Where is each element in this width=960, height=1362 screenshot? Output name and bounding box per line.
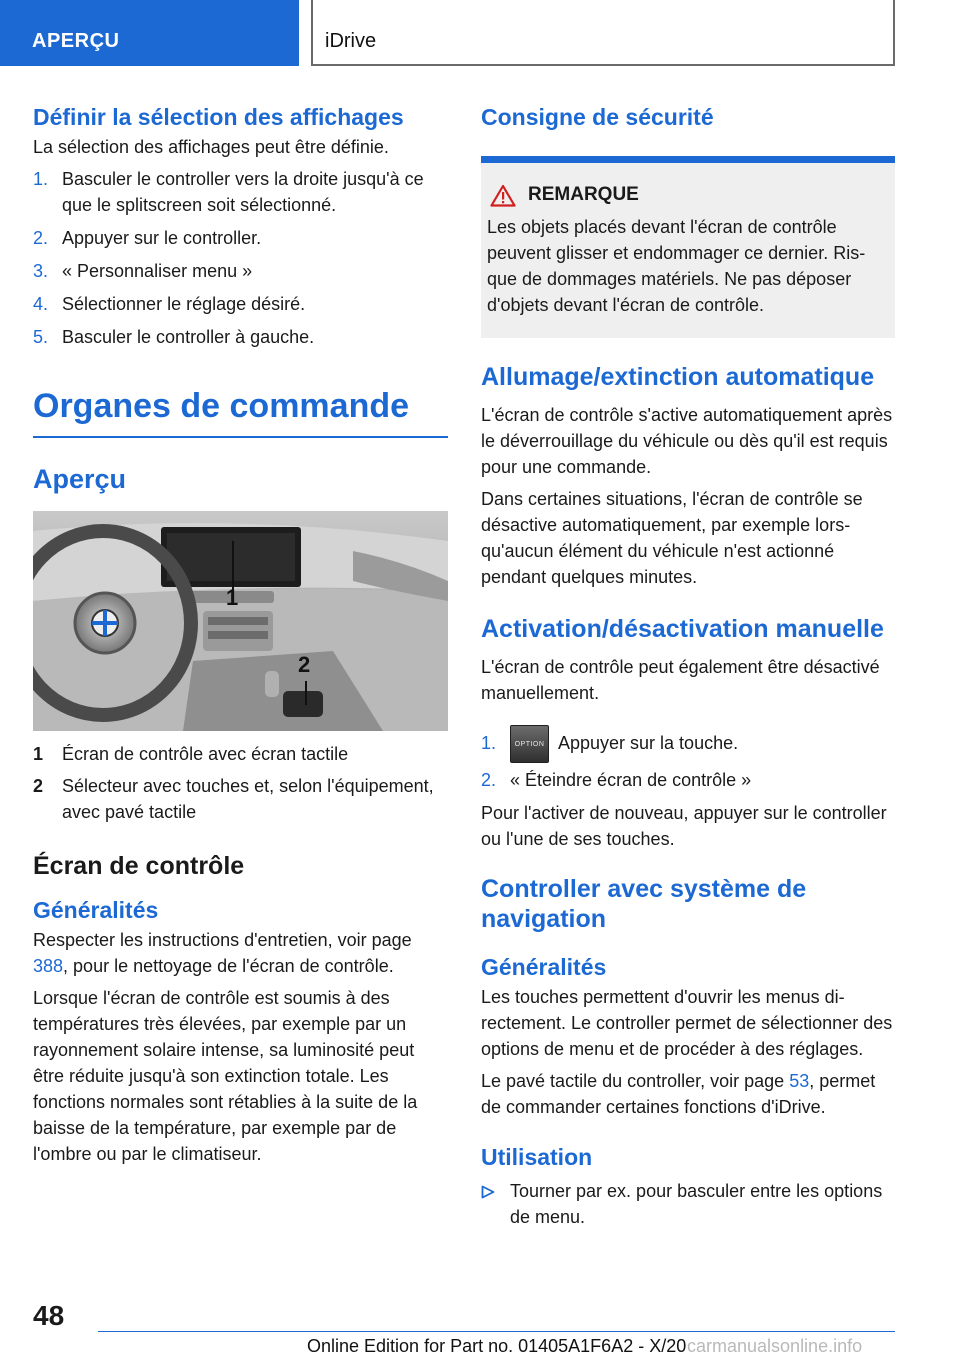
step-text: Basculer le controller à gauche.	[62, 327, 315, 347]
option-button-icon: OPTION	[510, 725, 549, 763]
heading-generalites: Généralités	[33, 897, 159, 923]
auto-paragraph-1: L'écran de contrôle s'active automatiquement après le déverrouillage du véhicule ou dès qu'il est requis pour une commande.	[481, 405, 893, 477]
heading-utilisation: Utilisation	[481, 1144, 593, 1171]
page-link-53[interactable]: 53	[789, 1071, 810, 1092]
page-link-388[interactable]: 388	[33, 956, 64, 976]
controller-paragraph-1: Les touches permettent d'ouvrir les menus directement. Le controller permet de sélectionner des options de menu et de procéder à des réglages.	[481, 987, 893, 1060]
legend-text: Sélecteur avec touches et, selon l'équipement, avec pavé tactile	[62, 776, 434, 822]
text-run: Le pavé tactile du controller, voir page	[481, 1071, 790, 1092]
figure-callout-1: 1	[226, 585, 239, 610]
step-number: 1.	[33, 169, 49, 189]
left-column	[33, 102, 448, 1173]
step-item	[33, 258, 448, 284]
step-number: 5.	[33, 327, 49, 347]
text-run: , pour le nettoyage de l'écran de contrôle.	[63, 956, 394, 976]
manual-paragraph-1: L'écran de contrôle peut également être désactivé manuellement.	[481, 657, 880, 703]
legend-item	[33, 773, 448, 825]
generalites-paragraph-1	[33, 927, 448, 979]
step-item	[481, 724, 895, 763]
step-text: « Éteindre écran de contrôle »	[510, 770, 752, 791]
step-text: Sélectionner le réglage désiré.	[62, 294, 306, 314]
step-number: 1.	[481, 733, 497, 753]
heading-generalites-controller: Généralités	[481, 954, 607, 981]
step-item	[33, 225, 448, 251]
triangle-bullet-icon	[481, 1185, 495, 1199]
controller-paragraph-2	[481, 1068, 895, 1120]
step-number: 2.	[33, 228, 49, 248]
legend-text: Écran de contrôle avec écran tactile	[62, 744, 349, 764]
chapter-label: iDrive	[325, 30, 377, 52]
list-item	[481, 1178, 895, 1230]
page-number: 48	[33, 1300, 65, 1331]
text-run: Respecter les instructions d'entretien, voir page	[33, 930, 412, 950]
auto-paragraph-2: Dans certaines situations, l'écran de contrôle se désactive automatiquement, par exemple lorsqu'aucun élément du véhicule n'est actionné pendant quelques minutes.	[481, 489, 863, 587]
step-text: Appuyer sur le controller.	[62, 228, 262, 248]
legend-item	[33, 741, 448, 767]
define-display-steps	[33, 166, 448, 350]
figure-legend	[33, 741, 448, 825]
chapter-tab	[311, 0, 895, 66]
notice-title: REMARQUE	[528, 184, 639, 205]
step-item	[33, 166, 448, 218]
legend-key: 2	[33, 776, 44, 796]
notice-box	[481, 156, 895, 338]
footer-rule	[98, 1331, 895, 1332]
heading-manual-on-off: Activation/désactivation manuelle	[481, 615, 884, 643]
heading-controller-navigation: Controller avec système de navigation	[481, 875, 807, 934]
text-run: , permet de commander certaines fonctions d'iDrive.	[481, 1071, 876, 1118]
figure-callout-2: 2	[298, 652, 311, 677]
heading-safety: Consigne de sécurité	[481, 104, 714, 130]
heading-auto-on-off: Allumage/extinction automatique	[481, 363, 875, 391]
step-number: 3.	[33, 261, 49, 281]
step-item	[481, 767, 895, 793]
manual-steps	[481, 724, 895, 793]
step-text: Basculer le controller vers la droite jusqu'à ce que le splitscreen soit sélectionné.	[62, 169, 424, 215]
section-tab	[0, 0, 299, 66]
watermark: carmanualsonline.info	[687, 1336, 863, 1356]
notice-heading	[487, 183, 889, 207]
dashboard-photo	[33, 511, 448, 731]
step-item	[33, 291, 448, 317]
notice-text: Les objets placés devant l'écran de contrôle peuvent glisser et endommager ce dernier. Risque de dommages matériels. Ne pas déposer d'objets devant l'écran de contrôle.	[487, 217, 866, 315]
heading-control-screen: Écran de contrôle	[33, 852, 245, 880]
footer-edition: Online Edition for Part no. 01405A1F6A2 - X/20	[307, 1336, 687, 1356]
utilisation-list	[481, 1178, 895, 1230]
step-text: Appuyer sur la touche.	[558, 733, 739, 753]
define-display-intro: La sélection des affichages peut être définie.	[33, 137, 389, 157]
heading-apercu: Aperçu	[33, 464, 127, 494]
manual-paragraph-2: Pour l'activer de nouveau, appuyer sur le controller ou l'une de ses touches.	[481, 803, 887, 850]
step-number: 4.	[33, 294, 49, 314]
warning-triangle-icon	[490, 184, 516, 207]
legend-key: 1	[33, 744, 44, 764]
dashboard-illustration	[33, 511, 448, 731]
right-column	[481, 102, 895, 1230]
heading-define-display: Définir la sélection des affichages	[33, 104, 404, 130]
step-item	[33, 324, 448, 350]
list-item-text: Tourner par ex. pour basculer entre les options de menu.	[510, 1181, 883, 1228]
chapter-title: Organes de commande	[33, 386, 448, 438]
step-number: 2.	[481, 770, 497, 791]
generalites-paragraph-2: Lorsque l'écran de contrôle est soumis à des températures très élevées, par exemple par un rayonnement solaire intense, sa luminosité peut être réduite jusqu'à son extinction totale. Les fonctions normales sont rétablies à la suite de la baisse de la température, par exemple par de l'ombre ou par le climatiseur.	[33, 988, 418, 1164]
step-text: « Personnaliser menu »	[62, 261, 253, 281]
section-label: APERÇU	[32, 30, 120, 52]
